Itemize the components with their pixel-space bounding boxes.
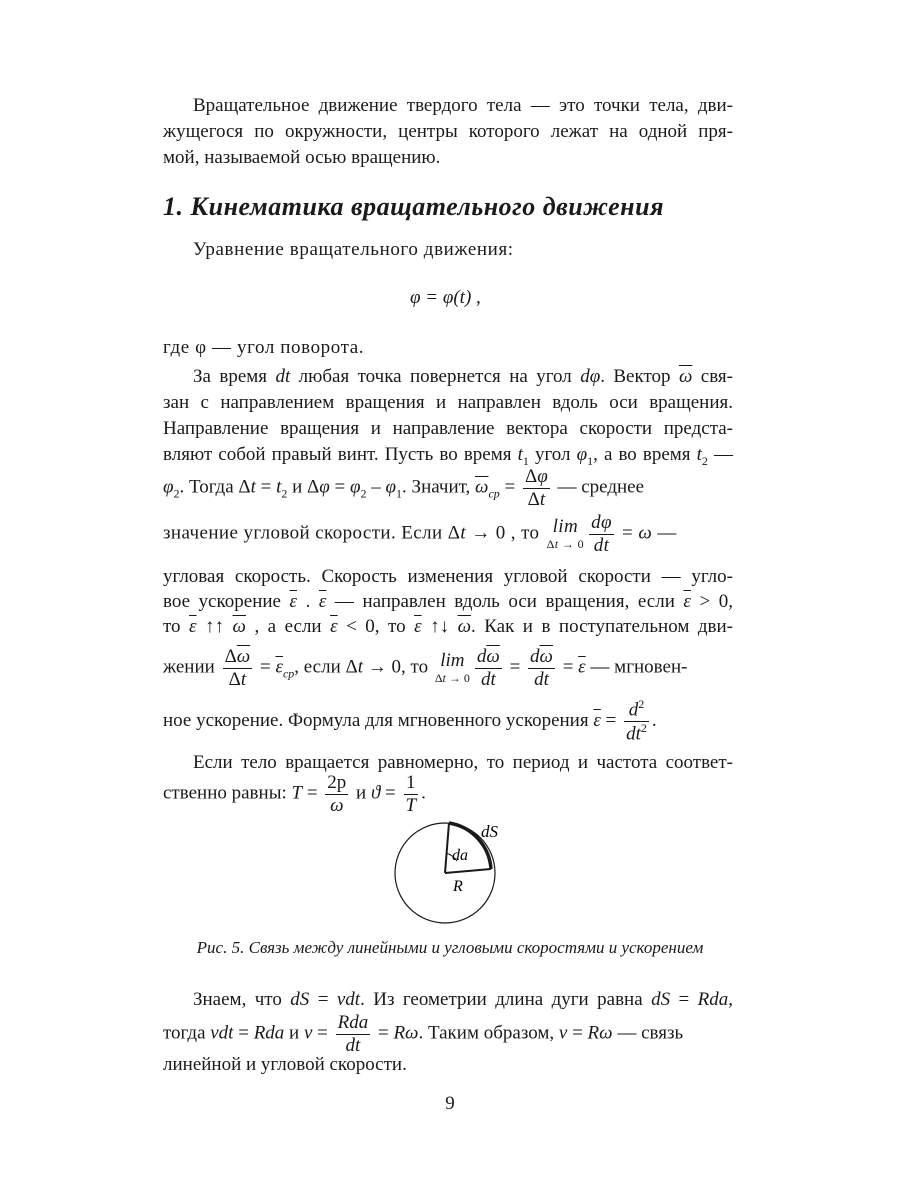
text-line-5: $\varphi_2$. Тогда $\Delta t = t_2$ и $\Delta\varphi = \varphi_2 - \varphi_1$. Значит, $\overline{\omega}_{ср}$ = $\frac{\Delta\varphi}{\Delta t}$ — среднее — [163, 466, 645, 510]
rotation-equation: φ = φ(t) , — [410, 287, 481, 308]
radius-line-1 — [445, 823, 449, 873]
final-line-1: Знаем, что dS = vdt. Из геометрии длина дуги равна dS = Rda, — [193, 989, 733, 1010]
text-line-11: ное ускорение. Формула для мгновенного ускорения $\overline{\varepsilon}$ = $\frac{d^2}{dt^2}$ . — [163, 697, 657, 745]
intro-line-2: жущегося по окружности, центры которого лежат на одной пря- — [163, 121, 733, 142]
intro-line-3: мой, называемой осью вращению. — [163, 147, 441, 168]
text-line-12: Если тело вращается равномерно, то период и частота соответ- — [193, 752, 733, 773]
text-line-2: зан с направлением вращения и направлен вдоль оси вращения. — [163, 392, 733, 413]
text-line-8: вое ускорение $\overline{\varepsilon}$ . $\overline{\varepsilon}$ — направлен вдоль оси вращения, если $\overline{\varepsilon} > 0$, — [163, 591, 733, 612]
fraction-velocity: Rda dt — [337, 1012, 369, 1056]
rotation-figure — [385, 815, 515, 935]
fraction-d2-dt2: $\frac{d^2}{dt^2}$ — [626, 697, 647, 745]
fraction-domega-dt-3: $\frac{d\overline{\omega}}{dt}$ — [530, 646, 553, 690]
text-line-4: вляют собой правый винт. Пусть во время $t_1$ угол $\varphi_1$, а во время $t_2$ — — [163, 444, 733, 468]
where-line: где φ — угол поворота. — [163, 337, 365, 358]
fraction-frequency: $\frac{1}{T}$ — [405, 772, 417, 816]
fraction-domega-dt-2: $\frac{d\overline{\omega}}{dt}$ — [476, 646, 500, 690]
fraction-period: $\frac{2p}{\omega}$ — [327, 772, 347, 816]
text-line-10: жении $\frac{\Delta\overline{\omega}}{\Delta t}$ = $\overline{\varepsilon}_{ср}$, если Δt → 0, то lim Δt → 0 $\frac{d\overline{\omega}}{dt}$ = $\frac{d\overline{\omega}}{dt}$ = $\overline{\varepsilon}$ — мгновен- — [163, 646, 688, 690]
text-line-3: Направление вращения и направление вектора скорости предста- — [163, 418, 733, 439]
figure-caption: Рис. 5. Связь между линейными и угловыми скоростями и ускорением — [196, 938, 704, 957]
text-line-7: угловая скорость. Скорость изменения угловой скорости — угло- — [163, 566, 733, 587]
text-line-13: ственно равны: T = $\frac{2p}{\omega}$ и ϑ = $\frac{1}{T}$ . — [163, 772, 426, 816]
fraction-domega-dt: $\frac{\Delta\overline{\omega}}{\Delta t}$ — [224, 646, 251, 690]
final-line-3: линейной и угловой скорости. — [163, 1054, 407, 1075]
final-line-2: тогда vdt = Rda и v = Rda dt = Rω. Таким образом, v = Rω — связь — [163, 1012, 684, 1056]
text-line-9: то $\overline{\varepsilon}$ ↑↑ $\overline{\omega}$ , а если $\overline{\varepsilon} < 0$, то $\overline{\varepsilon}$ ↑↓ $\overline{\omega}$. Как и в поступательном дви- — [163, 616, 733, 637]
fraction-avg-omega: $\frac{\Delta\varphi}{\Delta t}$ — [524, 466, 548, 510]
equation-intro: Уравнение вращательного движения: — [193, 239, 514, 260]
radius-line-2 — [445, 869, 491, 873]
angle-label: da — [452, 847, 468, 864]
section-title: 1. Кинематика вращательного движения — [163, 192, 664, 221]
radius-label: R — [453, 878, 463, 895]
fraction-dphi-dt: $\frac{d\varphi}{dt}$ — [591, 512, 612, 556]
arc-label: dS — [481, 822, 498, 841]
text-line-6: значение угловой скорости. Если Δt → 0 , то lim Δt → 0 $\frac{d\varphi}{dt}$ = ω — — [163, 512, 677, 556]
intro-line-1: Вращательное движение твердого тела — это точки тела, дви- — [193, 95, 733, 116]
text-line-1: За время dt любая точка повернется на угол dφ. Вектор $\overline{\omega}$ свя- — [193, 366, 733, 387]
page-number: 9 — [445, 1093, 455, 1114]
